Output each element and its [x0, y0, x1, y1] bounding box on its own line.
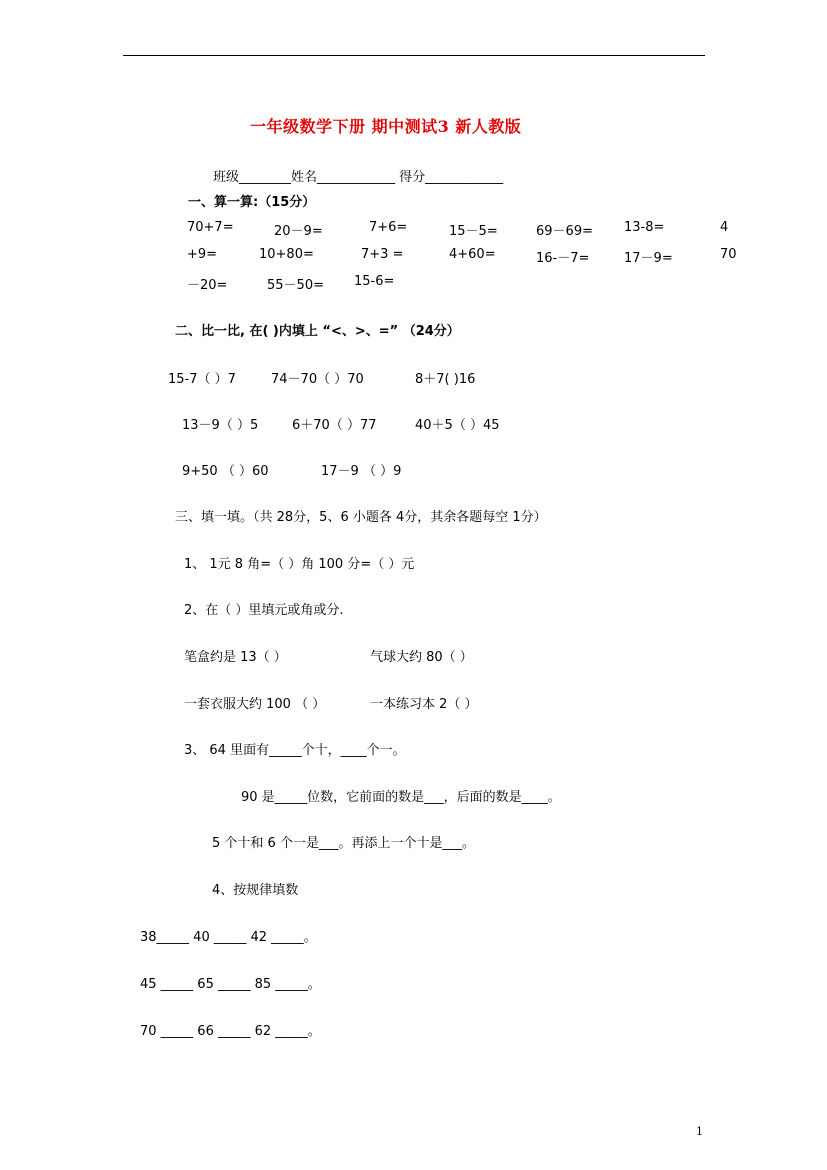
- problem: 69－69=: [536, 224, 593, 239]
- compare-item: 40＋5（ ）45: [415, 418, 500, 433]
- question-3: 3、 64 里面有_____个十，____个一。: [184, 743, 406, 758]
- question-4: 4、按规律填数: [212, 883, 299, 898]
- problem: 10+80=: [259, 247, 314, 262]
- sequence-row: 70 _____ 66 _____ 62 _____。: [140, 1024, 321, 1039]
- problem: 4+60=: [449, 247, 496, 262]
- problem: 70+7=: [187, 220, 234, 235]
- compare-item: 17－9 （ ）9: [321, 464, 402, 479]
- sequence-row: 45 _____ 65 _____ 85 _____。: [140, 977, 321, 992]
- problem: 20－9=: [274, 224, 323, 239]
- question-1: 1、 1元 8 角=（ ）角 100 分=（ ）元: [184, 557, 415, 572]
- question-2a: 气球大约 80（ ）: [370, 650, 473, 665]
- compare-item: 15-7（ ）7: [168, 372, 236, 387]
- problem: －20=: [187, 278, 228, 293]
- problem: 17－9=: [624, 251, 673, 266]
- document-title: 一年级数学下册 期中测试3 新人教版: [250, 117, 522, 136]
- section1-heading: 一、算一算:（15分）: [188, 195, 316, 210]
- compare-item: 9+50 （ ）60: [182, 464, 269, 479]
- compare-item: 74－70（ ）70: [271, 372, 364, 387]
- header-rule: [123, 55, 705, 56]
- problem: 15－5=: [449, 224, 498, 239]
- question-3c: 5 个十和 6 个一是___。再添上一个十是___。: [212, 836, 475, 851]
- problem: 15-6=: [354, 274, 395, 289]
- problem: 7+6=: [369, 220, 408, 235]
- sequence-row: 38_____ 40 _____ 42 _____。: [140, 930, 317, 945]
- compare-item: 6＋70（ ）77: [292, 418, 377, 433]
- problem: +9=: [187, 247, 218, 262]
- section2-heading: 二、比一比, 在( )内填上 “<、>、=” （24分）: [175, 324, 460, 339]
- question-2b: 一本练习本 2（ ）: [370, 697, 478, 712]
- compare-item: 13－9（ ）5: [182, 418, 259, 433]
- question-2a: 笔盒约是 13（ ）: [184, 650, 287, 665]
- problem: 7+3 =: [361, 247, 404, 262]
- question-2: 2、在（ ）里填元或角或分.: [184, 603, 344, 618]
- section3-heading: 三、填一填。（共 28分，5、6 小题各 4分，其余各题每空 1分）: [175, 510, 547, 525]
- question-2b: 一套衣服大约 100 （ ）: [184, 697, 326, 712]
- problem: 4: [720, 220, 729, 235]
- problem: 13-8=: [624, 220, 665, 235]
- page-number: 1: [696, 1125, 703, 1138]
- compare-item: 8＋7( )16: [415, 372, 476, 387]
- problem: 70: [720, 247, 737, 262]
- info-line: 班级________姓名____________ 得分____________: [213, 170, 504, 185]
- question-3b: 90 是_____位数，它前面的数是___，后面的数是____。: [241, 790, 561, 805]
- problem: 16-－7=: [536, 251, 590, 266]
- problem: 55－50=: [267, 278, 324, 293]
